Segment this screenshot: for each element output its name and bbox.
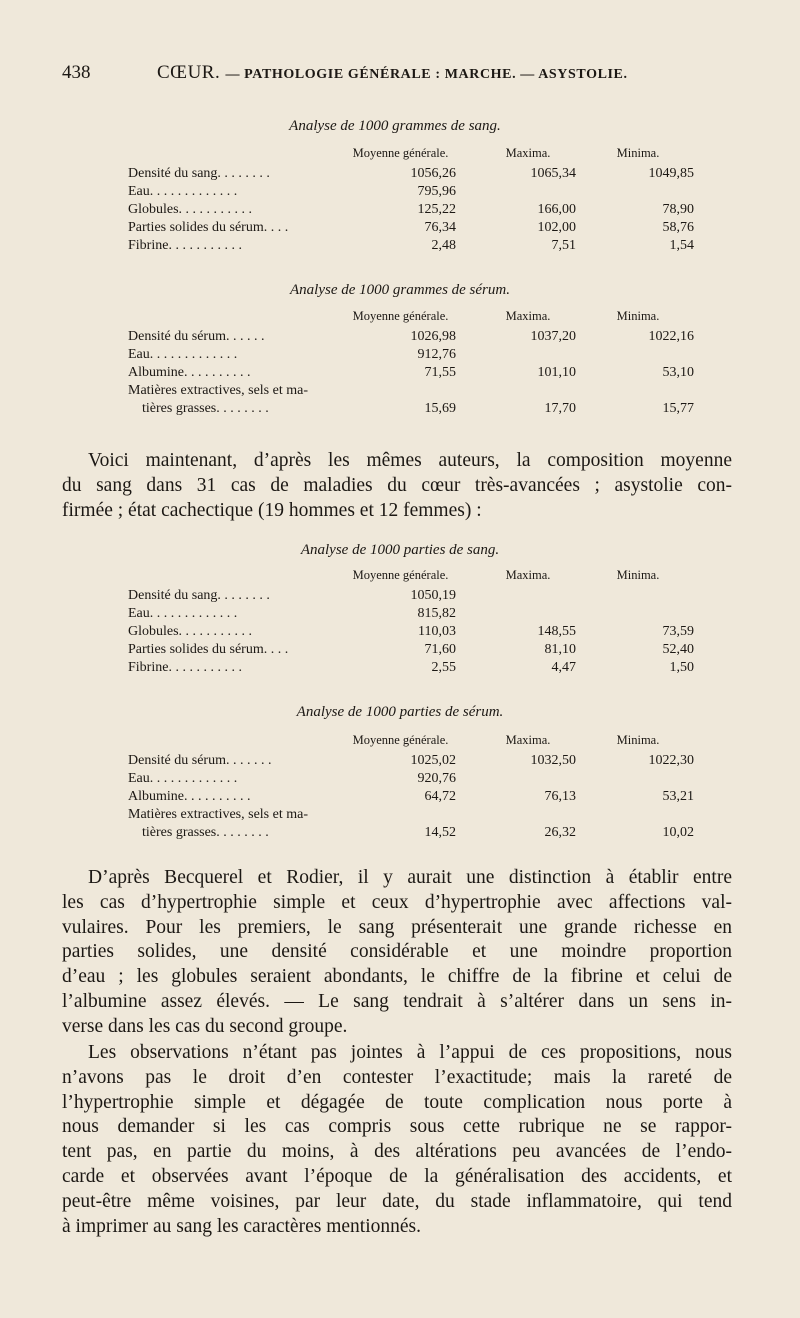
column-header-min: Minima. <box>616 733 660 747</box>
cell-average: 795,96 <box>417 184 456 199</box>
cell-max: 1065,34 <box>530 166 576 181</box>
row-label: Densité du sang. . . . . . . . <box>128 166 270 181</box>
table-row <box>128 184 688 202</box>
cell-average: 71,60 <box>424 642 456 657</box>
table-header-row <box>128 733 688 753</box>
cell-average: 2,48 <box>431 238 456 253</box>
cell-average: 76,34 <box>424 220 456 235</box>
row-label: Eau. . . . . . . . . . . . . <box>128 606 238 621</box>
analysis-table <box>128 146 694 256</box>
running-header <box>62 62 742 88</box>
cell-min: 73,59 <box>662 624 694 639</box>
cell-max: 148,55 <box>537 624 576 639</box>
row-label: Matières extractives, sels et ma- <box>128 807 308 822</box>
cell-max: 17,70 <box>544 401 576 416</box>
cell-average: 1025,02 <box>410 753 456 768</box>
paragraph-line: les cas d’hypertrophie simple et ceux d’hypertrophie avec affections val- <box>62 891 732 913</box>
paragraph-line: tent pas, en partie du moins, à des altérations peu avancées de l’endo- <box>62 1141 732 1163</box>
table-row <box>128 642 694 660</box>
paragraph-line: du sang dans 31 cas de maladies du cœur très-avancées ; asystolie con- <box>62 474 732 496</box>
table-caption: Analyse de 1000 parties de sérum. <box>296 704 504 720</box>
paragraph-line: vulaires. Pour les premiers, le sang présenterait une grande richesse en <box>62 916 732 938</box>
paragraph-line: à imprimer au sang les caractères mentionnés. <box>62 1215 421 1237</box>
row-label: Densité du sérum. . . . . . <box>128 329 265 344</box>
analysis-table <box>128 309 694 419</box>
cell-min: 1,50 <box>669 660 694 675</box>
row-label: Albumine. . . . . . . . . . <box>128 365 251 380</box>
cell-min: 15,77 <box>662 401 694 416</box>
row-label: Parties solides du sérum. . . . <box>128 642 289 657</box>
row-label: Eau. . . . . . . . . . . . . <box>128 771 238 786</box>
cell-average: 15,69 <box>424 401 456 416</box>
table-caption: Analyse de 1000 parties de sang. <box>300 542 500 558</box>
table-header-row <box>128 568 688 588</box>
table-row <box>128 220 694 238</box>
column-header-min: Minima. <box>616 146 660 160</box>
column-header-average: Moyenne générale. <box>352 309 449 323</box>
cell-average: 1050,19 <box>410 588 456 603</box>
table-row <box>128 238 694 256</box>
row-label: Eau. . . . . . . . . . . . . <box>128 347 238 362</box>
table-row <box>128 789 694 807</box>
row-label: Matières extractives, sels et ma- <box>128 383 308 398</box>
column-header-average: Moyenne générale. <box>352 568 449 582</box>
table-row <box>128 771 688 789</box>
cell-average: 125,22 <box>417 202 456 217</box>
cell-average: 71,55 <box>424 365 456 380</box>
cell-max: 4,47 <box>551 660 576 675</box>
row-label: Globules. . . . . . . . . . . <box>128 202 253 217</box>
column-header-min: Minima. <box>616 309 660 323</box>
column-header-average: Moyenne générale. <box>352 733 449 747</box>
paragraph-line: l’albumine assez élevés. — Le sang tendrait à s’altérer dans un sens in- <box>62 990 732 1012</box>
paragraph-line: peut-être même voisines, par leur date, du stade inflammatoire, qui tend <box>62 1190 732 1212</box>
table-header-row <box>128 146 688 166</box>
paragraph-line: l’hypertrophie simple et dégagée de toute complication nous porte à <box>62 1091 732 1113</box>
cell-average: 920,76 <box>417 771 456 786</box>
cell-average: 64,72 <box>424 789 456 804</box>
paragraph-line: verse dans les cas du second groupe. <box>62 1015 348 1037</box>
cell-max: 76,13 <box>544 789 576 804</box>
cell-min: 53,10 <box>662 365 694 380</box>
page-number: 438 <box>62 62 91 83</box>
table-row <box>128 825 694 843</box>
table-row <box>128 365 694 383</box>
row-label: Eau. . . . . . . . . . . . . <box>128 184 238 199</box>
paragraph-line: n’avons pas le droit d’en contester l’exactitude; mais la rareté de <box>62 1066 732 1088</box>
table-row <box>128 166 694 184</box>
table-caption: Analyse de 1000 grammes de sang. <box>289 118 501 134</box>
table-caption: Analyse de 1000 grammes de sérum. <box>290 282 510 298</box>
paragraph-line: nous demander si les cas compris sous cette rubrique ne se rappor- <box>62 1116 732 1138</box>
cell-average: 912,76 <box>417 347 456 362</box>
table-row <box>128 660 694 678</box>
cell-average: 2,55 <box>431 660 456 675</box>
column-header-average: Moyenne générale. <box>352 146 449 160</box>
cell-max: 102,00 <box>537 220 576 235</box>
row-label: Parties solides du sérum. . . . <box>128 220 289 235</box>
cell-average: 14,52 <box>424 825 456 840</box>
cell-max: 81,10 <box>544 642 576 657</box>
body-paragraph <box>62 1041 732 1239</box>
table-row <box>128 588 688 606</box>
column-header-max: Maxima. <box>505 309 551 323</box>
cell-max: 1032,50 <box>530 753 576 768</box>
cell-average: 1056,26 <box>410 166 456 181</box>
table-row <box>128 624 694 642</box>
paragraph-line: d’eau ; les globules seraient abondants, le chiffre de la fibrine et celui de <box>62 966 732 988</box>
cell-min: 10,02 <box>662 825 694 840</box>
analysis-table <box>128 733 694 843</box>
row-label: Densité du sérum. . . . . . . <box>128 753 272 768</box>
table-row <box>128 753 694 771</box>
row-label: Densité du sang. . . . . . . . <box>128 588 270 603</box>
cell-min: 58,76 <box>662 220 694 235</box>
cell-max: 1037,20 <box>530 329 576 344</box>
row-label: tières grasses. . . . . . . . <box>128 401 269 416</box>
cell-min: 1022,16 <box>648 329 694 344</box>
paragraph-line: Les observations n’étant pas jointes à l’appui de ces propositions, nous <box>88 1042 732 1063</box>
table-row <box>128 401 694 419</box>
running-title-main: CŒUR. <box>157 62 221 83</box>
cell-max: 7,51 <box>551 238 576 253</box>
paragraph-line: firmée ; état cachectique (19 hommes et 12 femmes) : <box>62 499 482 521</box>
paragraph-line: parties solides, une densité considérable et une moindre proportion <box>62 941 732 963</box>
table-row <box>128 347 688 365</box>
cell-min: 1049,85 <box>648 166 694 181</box>
table-row <box>128 202 694 220</box>
column-header-max: Maxima. <box>505 733 551 747</box>
column-header-min: Minima. <box>616 568 660 582</box>
cell-average: 110,03 <box>418 624 456 639</box>
row-label: Fibrine. . . . . . . . . . . <box>128 238 242 253</box>
cell-min: 1022,30 <box>648 753 694 768</box>
cell-max: 101,10 <box>537 365 576 380</box>
table-header-row <box>128 309 688 329</box>
cell-min: 52,40 <box>662 642 694 657</box>
column-header-max: Maxima. <box>505 146 551 160</box>
table-row <box>128 807 688 825</box>
analysis-table <box>128 568 694 678</box>
row-label: Globules. . . . . . . . . . . <box>128 624 253 639</box>
body-paragraph <box>62 449 732 523</box>
paragraph-line: carde et observées avant l’époque de la généralisation des accidents, et <box>62 1165 732 1187</box>
cell-min: 78,90 <box>662 202 694 217</box>
row-label: Albumine. . . . . . . . . . <box>128 789 251 804</box>
cell-min: 1,54 <box>669 238 694 253</box>
cell-min: 53,21 <box>662 789 694 804</box>
table-row <box>128 383 688 401</box>
column-header-max: Maxima. <box>505 568 551 582</box>
table-row <box>128 606 688 624</box>
paragraph-line: D’après Becquerel et Rodier, il y aurait une distinction à établir entre <box>88 867 732 888</box>
cell-max: 166,00 <box>537 202 576 217</box>
cell-average: 1026,98 <box>410 329 456 344</box>
body-paragraph <box>62 866 732 1040</box>
paragraph-line: Voici maintenant, d’après les mêmes auteurs, la composition moyenne <box>88 450 732 471</box>
cell-max: 26,32 <box>544 825 576 840</box>
running-title <box>157 62 628 84</box>
row-label: tières grasses. . . . . . . . <box>128 825 269 840</box>
table-row <box>128 329 694 347</box>
running-title-rest: — PATHOLOGIE GÉNÉRALE : MARCHE. — ASYSTOLIE. <box>225 67 628 82</box>
row-label: Fibrine. . . . . . . . . . . <box>128 660 242 675</box>
cell-average: 815,82 <box>417 606 456 621</box>
